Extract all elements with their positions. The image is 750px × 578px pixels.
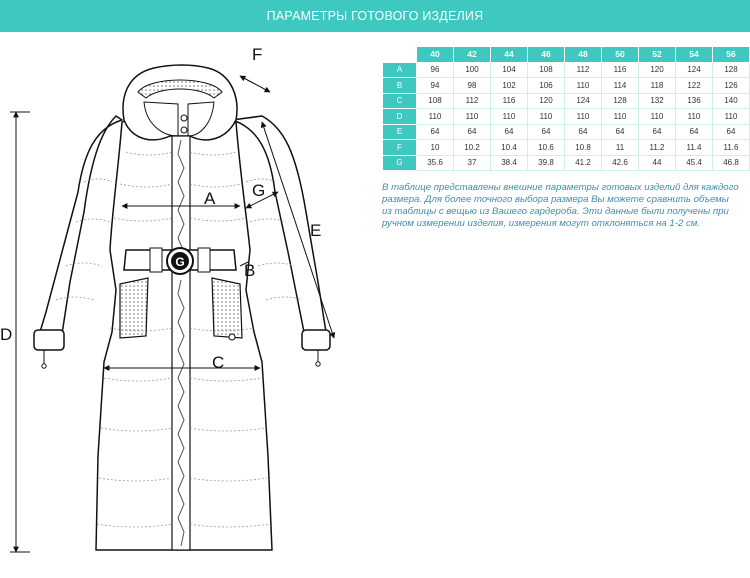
row-label: F xyxy=(383,140,417,156)
pocket-left xyxy=(120,278,148,338)
label-g: G xyxy=(252,181,266,200)
size-header: 56 xyxy=(713,47,750,63)
size-header: 54 xyxy=(676,47,713,63)
table-cell: 100 xyxy=(454,62,491,78)
table-cell: 110 xyxy=(491,109,528,125)
table-cell: 10.8 xyxy=(565,140,602,156)
table-row xyxy=(383,124,750,140)
cuff-left xyxy=(34,330,64,350)
table-cell: 102 xyxy=(491,78,528,94)
sleeve-left xyxy=(40,116,122,334)
table-row xyxy=(383,62,750,78)
table-cell: 96 xyxy=(417,62,454,78)
table-cell: 98 xyxy=(454,78,491,94)
table-cell: 35.6 xyxy=(417,155,454,171)
table-cell: 122 xyxy=(676,78,713,94)
table-cell: 108 xyxy=(528,62,565,78)
table-cell: 10.2 xyxy=(454,140,491,156)
table-cell: 45.4 xyxy=(676,155,713,171)
table-cell: 110 xyxy=(713,109,750,125)
table-cell: 118 xyxy=(639,78,676,94)
table-cell: 64 xyxy=(565,124,602,140)
row-label: G xyxy=(383,155,417,171)
size-header: 52 xyxy=(639,47,676,63)
table-cell: 120 xyxy=(639,62,676,78)
page-title: ПАРАМЕТРЫ ГОТОВОГО ИЗДЕЛИЯ xyxy=(266,9,484,23)
table-corner xyxy=(383,47,417,63)
size-header: 46 xyxy=(528,47,565,63)
label-d: D xyxy=(0,325,13,344)
table-cell: 116 xyxy=(491,93,528,109)
buckle-letter: G xyxy=(175,255,185,269)
table-cell: 64 xyxy=(713,124,750,140)
table-cell: 39.8 xyxy=(528,155,565,171)
table-cell: 10 xyxy=(417,140,454,156)
table-cell: 108 xyxy=(417,93,454,109)
table-cell: 38.4 xyxy=(491,155,528,171)
size-header: 50 xyxy=(602,47,639,63)
label-f: F xyxy=(252,45,263,64)
table-cell: 42.6 xyxy=(602,155,639,171)
table-cell: 106 xyxy=(528,78,565,94)
table-row xyxy=(383,140,750,156)
table-cell: 126 xyxy=(713,78,750,94)
table-row xyxy=(383,93,750,109)
table-cell: 140 xyxy=(713,93,750,109)
table-cell: 110 xyxy=(676,109,713,125)
row-label: A xyxy=(383,62,417,78)
table-cell: 110 xyxy=(565,109,602,125)
size-header: 48 xyxy=(565,47,602,63)
size-header: 44 xyxy=(491,47,528,63)
label-b: B xyxy=(244,261,256,280)
table-header-row xyxy=(383,47,750,63)
row-label: D xyxy=(383,109,417,125)
cuff-right xyxy=(302,330,330,350)
table-cell: 104 xyxy=(491,62,528,78)
table-cell: 11.4 xyxy=(676,140,713,156)
table-cell: 110 xyxy=(602,109,639,125)
measurement-note: В таблице представлены внешние параметры готовых изделий для каждого размера. Для более точного выбора размера Вы можете сравнить объемы из таблицы с вещью из Вашего гардероба. Эти данные были получены при ручном измерении изделия, измерения могут отклоняться на 1-2 см. xyxy=(382,181,739,229)
table-cell: 37 xyxy=(454,155,491,171)
table-cell: 110 xyxy=(417,109,454,125)
header-bar xyxy=(0,0,750,32)
size-header: 40 xyxy=(417,47,454,63)
table-cell: 64 xyxy=(676,124,713,140)
row-label: E xyxy=(383,124,417,140)
table-cell: 124 xyxy=(565,93,602,109)
measure-f-arrow xyxy=(240,76,270,92)
table-cell: 11 xyxy=(602,140,639,156)
hood xyxy=(123,65,237,140)
table-cell: 64 xyxy=(639,124,676,140)
table-row xyxy=(383,109,750,125)
table-row xyxy=(383,155,750,171)
size-table xyxy=(382,46,750,171)
table-cell: 64 xyxy=(454,124,491,140)
table-cell: 132 xyxy=(639,93,676,109)
table-cell: 46.8 xyxy=(713,155,750,171)
label-e: E xyxy=(310,221,322,240)
table-cell: 10.6 xyxy=(528,140,565,156)
pocket-right xyxy=(212,278,242,338)
coat-technical-drawing xyxy=(0,32,380,578)
table-cell: 110 xyxy=(454,109,491,125)
table-cell: 120 xyxy=(528,93,565,109)
table-cell: 64 xyxy=(528,124,565,140)
table-cell: 114 xyxy=(602,78,639,94)
table-cell: 11.2 xyxy=(639,140,676,156)
table-cell: 116 xyxy=(602,62,639,78)
size-header: 42 xyxy=(454,47,491,63)
table-cell: 64 xyxy=(602,124,639,140)
table-cell: 41.2 xyxy=(565,155,602,171)
table-cell: 44 xyxy=(639,155,676,171)
table-cell: 10.4 xyxy=(491,140,528,156)
row-label: B xyxy=(383,78,417,94)
label-a: A xyxy=(204,189,216,208)
table-cell: 110 xyxy=(565,78,602,94)
table-cell: 124 xyxy=(676,62,713,78)
table-cell: 110 xyxy=(528,109,565,125)
row-label: C xyxy=(383,93,417,109)
label-c: C xyxy=(212,353,225,372)
table-cell: 64 xyxy=(417,124,454,140)
table-cell: 11.6 xyxy=(713,140,750,156)
table-cell: 128 xyxy=(602,93,639,109)
table-cell: 112 xyxy=(454,93,491,109)
table-cell: 112 xyxy=(565,62,602,78)
table-row xyxy=(383,78,750,94)
table-cell: 136 xyxy=(676,93,713,109)
table-cell: 110 xyxy=(639,109,676,125)
table-cell: 94 xyxy=(417,78,454,94)
table-cell: 128 xyxy=(713,62,750,78)
table-cell: 64 xyxy=(491,124,528,140)
